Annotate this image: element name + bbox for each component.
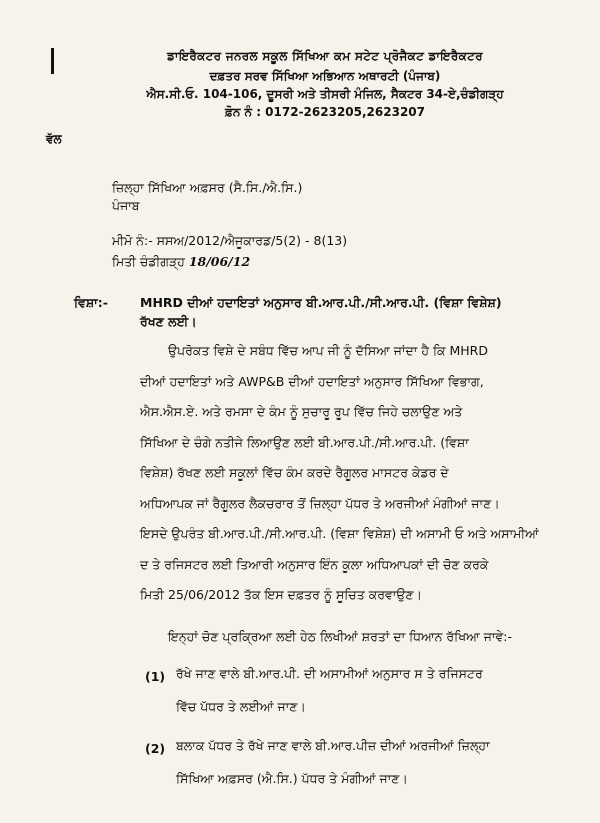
letterhead-line-2: ਦਫ਼ਤਰ ਸਰਵ ਸਿੱਖਿਆ ਅਭਿਆਨ ਅਥਾਰਟੀ (ਪੰਜਾਬ) <box>209 69 441 83</box>
body-line: ਉਪਰੋਕਤ ਵਿਸ਼ੇ ਦੇ ਸਬੰਧ ਵਿੱਚ ਆਪ ਜੀ ਨੂੰ ਦੱਸਿਆ ਜਾਂਦਾ ਹੈ ਕਿ MHRD <box>168 343 488 358</box>
body-line: ਸਿੱਖਿਆ ਦੇ ਚੰਗੇ ਨਤੀਜੇ ਲਿਆਉਣ ਲਈ ਬੀ.ਆਰ.ਪੀ./ਸੀ.ਆਰ.ਪੀ. (ਵਿਸ਼ਾ <box>140 434 469 450</box>
body-line: ਐਸ.ਐਸ.ਏ. ਅਤੇ ਰਮਸਾ ਦੇ ਕੰਮ ਨੂੰ ਸੁਚਾਰੂ ਰੂਪ ਵਿੱਚ ਜਿਹੇ ਚਲਾਉਣ ਅਤੇ <box>140 404 463 419</box>
subject-label: ਵਿਸ਼ਾ:- <box>74 295 108 310</box>
date-label: ਮਿਤੀ ਚੰਡੀਗੜ੍ਹ <box>112 254 185 269</box>
body-line: ਅਧਿਆਪਕ ਜਾਂ ਰੈਗੂਲਰ ਲੈਕਚਰਾਰ ਤੋਂ ਜ਼ਿਲ੍ਹਾ ਪੱਧਰ ਤੇ ਅਰਜੀਆਂ ਮੰਗੀਆਂ ਜਾਣ। <box>140 495 500 511</box>
list-item-line: ਵਿੱਚ ਪੱਧਰ ਤੇ ਲਈਆਂ ਜਾਣ। <box>176 699 306 714</box>
list-item-line: ਸਿੱਖਿਆ ਅਫ਼ਸਰ (ਐ.ਸਿ.) ਪੱਧਰ ਤੇ ਮੰਗੀਆਂ ਜਾਣ। <box>176 771 408 786</box>
list-item-number: (1) <box>145 669 166 684</box>
letterhead-phone: ਫ਼ੋਨ ਨੰ : 0172-2623205,2623207 <box>224 105 426 119</box>
body-line: ਦੀਆਂ ਹਦਾਇਤਾਂ ਅਤੇ AWP&B ਦੀਆਂ ਹਦਾਇਤਾਂ ਅਨੁਸਾਰ ਸਿੱਖਿਆ ਵਿਭਾਗ, <box>140 373 484 389</box>
body-paragraph-2: ਇਨ੍ਹਾਂ ਚੋਣ ਪ੍ਰਕ੍ਰਿਆ ਲਈ ਹੇਠ ਲਿਖੀਆਂ ਸ਼ਰਤਾਂ ਦਾ ਧਿਆਨ ਰੱਖਿਆ ਜਾਵੇ:- <box>168 629 512 644</box>
body-line: ਦ ਤੇ ਰਜਿਸਟਰ ਲਈ ਤਿਆਰੀ ਅਨੁਸਾਰ ਇੰਨ ਕੂਲਾ ਅਧਿਆਪਕਾਂ ਦੀ ਚੋਣ ਕਰਕੇ <box>140 556 489 572</box>
letterhead-address: ਐਸ.ਸੀ.ਓ. 104-106, ਦੂਸਰੀ ਅਤੇ ਤੀਸਰੀ ਮੰਜਿਲ, ਸੈਕਟਰ 34-ਏ,ਚੰਡੀਗੜ੍ਹ <box>146 87 504 101</box>
recipient-line-1: ਜ਼ਿਲ੍ਹਾ ਸਿੱਖਿਆ ਅਫ਼ਸਰ (ਸੈ.ਸਿ./ਐ.ਸਿ.) <box>112 180 303 195</box>
letterhead-line-1: ਡਾਇਰੈਕਟਰ ਜਨਰਲ ਸਕੂਲ ਸਿੱਖਿਆ ਕਮ ਸਟੇਟ ਪ੍ਰੋਜੈਕਟ ਡਾਇਰੈਕਟਰ <box>167 49 483 63</box>
memo-date <box>112 254 250 270</box>
body-paragraph-1 <box>140 343 539 618</box>
memo-number: ਮੀਮੋ ਨੰ:- ਸਸਅ/2012/ਐਜੂਕਾਰਡ/5(2) - 8(13) <box>112 233 348 248</box>
body-line: ਮਿਤੀ 25/06/2012 ਤੱਕ ਇਸ ਦਫ਼ਤਰ ਨੂੰ ਸੂਚਿਤ ਕਰਵਾਉਣ। <box>140 587 422 602</box>
list-item-line: ਰੱਖੇ ਜਾਣ ਵਾਲੇ ਬੀ.ਆਰ.ਪੀ. ਦੀ ਅਸਾਮੀਆਂ ਅਨੁਸਾਰ ਸ ਤੇ ਰਜਿਸਟਰ <box>176 666 483 681</box>
date-value: 18/06/12 <box>188 254 251 269</box>
list-item-line: ਬਲਾਕ ਪੱਧਰ ਤੇ ਰੱਖੇ ਜਾਣ ਵਾਲੇ ਬੀ.ਆਰ.ਪੀਜ਼ ਦੀਆਂ ਅਰਜੀਆਂ ਜ਼ਿਲ੍ਹਾ <box>176 738 490 753</box>
subject-line-2: ਰੱਖਣ ਲਈ। <box>140 314 197 329</box>
list-item <box>176 666 491 732</box>
body-line: ਵਿਸ਼ੇਸ਼) ਰੱਖਣ ਲਈ ਸਕੂਲਾਂ ਵਿੱਚ ਕੰਮ ਕਰਦੇ ਰੈਗੂਲਰ ਮਾਸਟਰ ਕੇਡਰ ਦੇ <box>140 465 449 480</box>
binder-mark <box>51 48 54 74</box>
sender-label: ਵੱਲ <box>46 132 62 146</box>
subject-line-1: MHRD ਦੀਆਂ ਹਦਾਇਤਾਂ ਅਨੁਸਾਰ ਬੀ.ਆਰ.ਪੀ./ਸੀ.ਆਰ.ਪੀ. (ਵਿਸ਼ਾ ਵਿਸ਼ੇਸ਼) <box>140 295 502 310</box>
list-item-number: (2) <box>145 741 166 756</box>
body-line: ਇਸਦੇ ਉਪਰੰਤ ਬੀ.ਆਰ.ਪੀ./ਸੀ.ਆਰ.ਪੀ. (ਵਿਸ਼ਾ ਵਿਸ਼ੇਸ਼) ਦੀ ਅਸਾਮੀ ਓ ਅਤੇ ਅਸਾਮੀਆਂ <box>140 526 539 541</box>
list-item <box>176 738 491 804</box>
recipient-line-2: ਪੰਜਾਬ <box>112 198 140 213</box>
